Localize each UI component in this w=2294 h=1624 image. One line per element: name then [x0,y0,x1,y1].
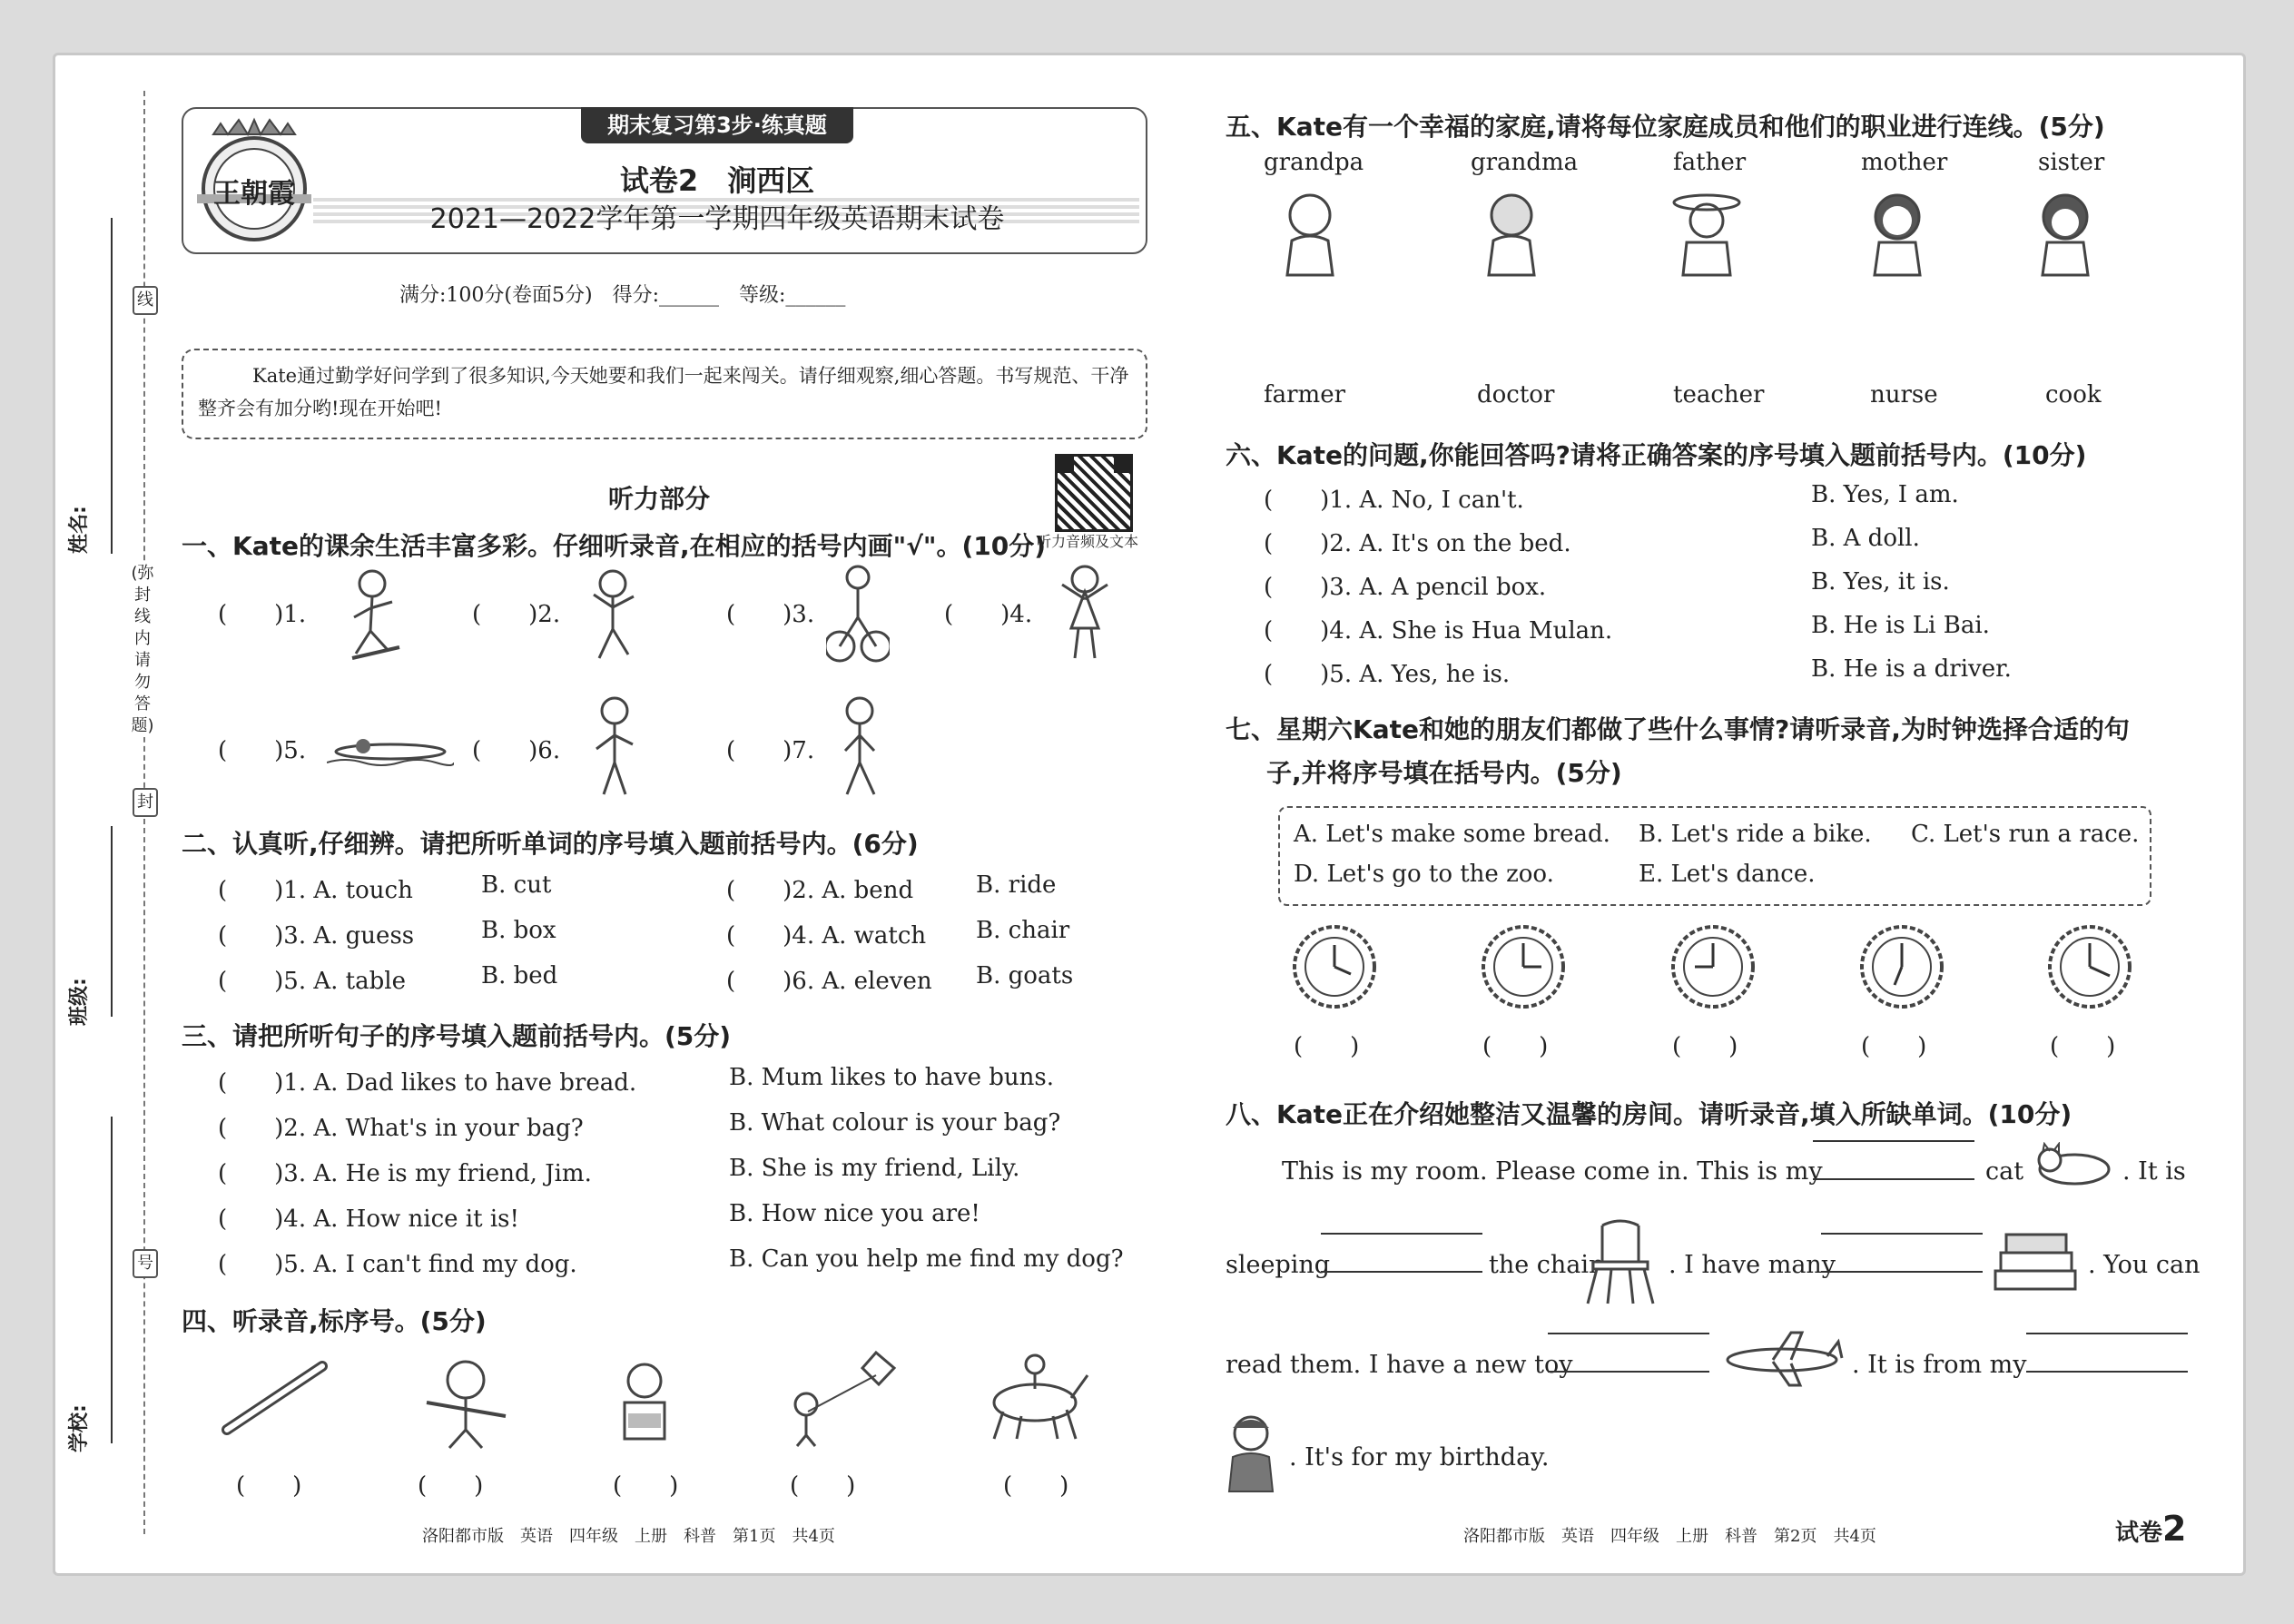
q5-member-grandma[interactable]: grandma [1471,149,1579,176]
q8-text-4: . It's for my birthday. [1289,1443,1550,1471]
binding-notice: (弥封线内请勿答题) [131,564,154,735]
q8-text-1b: cat [1985,1157,2024,1186]
qr-label: 听力音频及文本 [1037,533,1139,550]
q4-blank-4[interactable]: ( ) [790,1472,856,1500]
q8-title: 八、Kate正在介绍她整洁又温馨的房间。请听录音,填入所缺单词。(10分) [1226,1099,2072,1129]
logo-text: 王朝霞 [213,178,295,210]
q8-blank-5[interactable] [2026,1333,2188,1373]
q2-row-1-a[interactable]: ( )1. A. touch [218,877,413,904]
q6-row-2-a[interactable]: ( )2. A. It's on the bed. [1264,530,1571,557]
q5-job-farmer[interactable]: farmer [1264,381,1346,408]
footer-left: 洛阳都市版 英语 四年级 上册 科普 第1页 共4页 [422,1527,835,1546]
q8-text-3a: read them. I have a new toy [1226,1351,1573,1379]
q8-text-3b: . It is from my [1852,1351,2027,1379]
q8-text-2d: . You can [2088,1251,2200,1279]
q8-text-2a: sleeping [1226,1251,1331,1279]
q1-item-5[interactable]: ( )5. [218,737,307,764]
badge-number: 2 [2162,1509,2187,1549]
name-field[interactable] [111,218,113,554]
footer-badge [2115,1509,2186,1549]
q4-blank-3[interactable]: ( ) [613,1472,679,1500]
q5-member-father[interactable]: father [1673,149,1747,176]
q6-row-4-a[interactable]: ( )4. A. She is Hua Mulan. [1264,617,1613,645]
q3-row-2-b: B. What colour is your bag? [729,1109,1061,1137]
q8-text-2b: the chair [1489,1251,1600,1279]
q7-option-e: E. Let's dance. [1639,861,1816,888]
q1-item-1[interactable]: ( )1. [218,601,307,628]
q1-item-3[interactable]: ( )3. [726,601,815,628]
father-portrait-icon [1224,1412,1278,1493]
class-field[interactable] [111,826,113,1017]
school-label: 学校: [68,1404,91,1452]
q5-member-grandpa[interactable]: grandpa [1264,149,1364,176]
q7-blank-5[interactable]: ( ) [2050,1033,2116,1060]
score-line: 满分:100分(卷面5分) 得分:______ 等级:______ [399,284,846,307]
intro-text: Kate通过勤学好问学到了很多知识,今天她要和我们一起来闯关。请仔细观察,细心答题。书写规范、干净整齐会有加分哟!现在开始吧! [198,365,1129,419]
q6-title: 六、Kate的问题,你能回答吗?请将正确答案的序号填入题前括号内。(10分) [1226,440,2087,470]
q1-item-7[interactable]: ( )7. [726,737,815,764]
q7-blank-3[interactable]: ( ) [1672,1033,1738,1060]
q3-row-2-a[interactable]: ( )2. A. What's in your bag? [218,1115,584,1142]
clock-icon [1856,921,1947,1012]
q3-row-3-a[interactable]: ( )3. A. He is my friend, Jim. [218,1160,592,1187]
q2-row-3-b: B. box [481,917,556,944]
q1-item-6[interactable]: ( )6. [472,737,561,764]
skateboard-girl-icon [345,567,409,667]
school-field[interactable] [111,1117,113,1443]
sister-icon [2033,186,2097,277]
q6-row-3-b: B. Yes, it is. [1811,568,1950,595]
q6-row-2-b: B. A doll. [1811,525,1920,552]
flute-icon [218,1357,331,1439]
q8-blank-4[interactable] [1548,1333,1709,1373]
jumping-girl-icon [581,567,645,667]
q1-title: 一、Kate的课余生活丰富多彩。仔细听录音,在相应的括号内画"√"。(10分) [182,531,1047,561]
horse-riding-icon [971,1348,1094,1443]
q1-item-4[interactable]: ( )4. [944,601,1033,628]
q5-job-teacher[interactable]: teacher [1673,381,1765,408]
chair-icon [1575,1216,1666,1307]
q5-member-mother[interactable]: mother [1861,149,1948,176]
father-icon [1670,186,1743,277]
q6-row-3-a[interactable]: ( )3. A. A pencil box. [1264,574,1547,601]
step-banner: 期末复习第3步·练真题 [581,107,853,143]
q8-blank-1[interactable] [1813,1140,1974,1180]
exam-title: 2021—2022学年第一学期四年级英语期末试卷 [429,203,1005,235]
listening-title: 听力部分 [608,484,711,514]
q4-blank-2[interactable]: ( ) [418,1472,484,1500]
q7-blank-4[interactable]: ( ) [1861,1033,1927,1060]
clock-icon [2044,921,2135,1012]
singing-girl-icon [586,694,645,799]
q3-row-4-b: B. How nice you are! [729,1200,980,1227]
q7-title-line1: 七、星期六Kate和她的朋友们都做了些什么事情?请听录音,为时钟选择合适的句 [1226,714,2130,744]
monkey-king-icon [422,1353,508,1452]
q2-title: 二、认真听,仔细辨。请把所听单词的序号填入题前括号内。(6分) [182,829,919,859]
q7-blank-1[interactable]: ( ) [1294,1033,1360,1060]
q5-job-cook[interactable]: cook [2045,381,2102,408]
mother-icon [1866,186,1929,277]
q6-row-1-b: B. Yes, I am. [1811,481,1959,508]
running-girl-icon [831,694,890,799]
q7-option-a: A. Let's make some bread. [1294,821,1610,848]
q3-row-4-a[interactable]: ( )4. A. How nice it is! [218,1206,519,1233]
q6-row-5-a[interactable]: ( )5. A. Yes, he is. [1264,661,1511,688]
q6-row-5-b: B. He is a driver. [1811,655,2012,683]
q2-row-2-b: B. ride [976,871,1057,899]
q1-item-2[interactable]: ( )2. [472,601,561,628]
clock-icon [1668,921,1758,1012]
clock-icon [1289,921,1380,1012]
q5-job-doctor[interactable]: doctor [1477,381,1555,408]
kite-boy-icon [781,1348,899,1448]
binding-hao: 号 [133,1249,158,1278]
q3-row-5-b: B. Can you help me find my dog? [729,1245,1124,1273]
swimming-icon [327,726,454,772]
dancing-girl-icon [1053,563,1117,667]
q3-row-5-a[interactable]: ( )5. A. I can't find my dog. [218,1251,577,1278]
q6-row-4-b: B. He is Li Bai. [1811,612,1990,639]
books-icon [1988,1225,2083,1298]
q3-title: 三、请把所听句子的序号填入题前括号内。(5分) [182,1021,732,1051]
sleeping-cat-icon [2033,1142,2115,1187]
qr-code[interactable] [1055,454,1133,532]
q3-row-1-a[interactable]: ( )1. A. Dad likes to have bread. [218,1069,637,1097]
q5-job-nurse[interactable]: nurse [1870,381,1938,408]
q3-row-3-b: B. She is my friend, Lily. [729,1155,1020,1182]
q7-option-b: B. Let's ride a bike. [1639,821,1872,848]
logo-badge [195,116,313,243]
q8-blank-2[interactable] [1321,1233,1482,1273]
q3-row-1-b: B. Mum likes to have buns. [729,1064,1054,1091]
q2-row-5-a[interactable]: ( )5. A. table [218,968,406,995]
q2-row-5-b: B. bed [481,962,558,989]
q7-option-c: C. Let's run a race. [1911,821,2140,848]
grandma-icon [1480,186,1543,277]
q4-title: 四、听录音,标序号。(5分) [182,1306,487,1336]
q8-text-1a: This is my room. Please come in. This is my [1282,1157,1823,1186]
q7-option-d: D. Let's go to the zoo. [1294,861,1554,888]
toy-plane-icon [1718,1325,1846,1389]
class-label: 班级: [68,978,91,1026]
name-label: 姓名: [68,506,91,554]
footer-right: 洛阳都市版 英语 四年级 上册 科普 第2页 共4页 [1463,1527,1876,1546]
binding-feng: 封 [133,788,158,817]
binding-xian: 线 [133,286,158,315]
reading-boy-icon [608,1357,681,1452]
q2-row-2-a[interactable]: ( )2. A. bend [726,877,914,904]
q5-title: 五、Kate有一个幸福的家庭,请将每位家庭成员和他们的职业进行连线。(5分) [1226,112,2105,142]
grandpa-icon [1278,186,1342,277]
q4-blank-5[interactable]: ( ) [1003,1472,1069,1500]
q4-blank-1[interactable]: ( ) [236,1472,302,1500]
q2-row-1-b: B. cut [481,871,552,899]
binding-strip [54,54,163,1561]
cycling-girl-icon [826,563,890,667]
q2-row-6-b: B. goats [976,962,1074,989]
q7-title-line2: 子,并将序号填在括号内。(5分) [1266,758,1622,788]
q2-row-6-a[interactable]: ( )6. A. eleven [726,968,932,995]
q2-row-4-b: B. chair [976,917,1070,944]
q2-row-3-a[interactable]: ( )3. A. guess [218,922,415,950]
q8-text-1c: . It is [2122,1157,2186,1186]
q8-text-2c: . I have many [1669,1251,1836,1279]
badge-prefix: 试卷 [2115,1520,2163,1547]
q2-row-4-a[interactable]: ( )4. A. watch [726,922,927,950]
q8-blank-3[interactable] [1821,1233,1983,1273]
q6-row-1-a[interactable]: ( )1. A. No, I can't. [1264,487,1524,514]
paper-title: 试卷2 涧西区 [619,163,815,198]
clock-icon [1478,921,1569,1012]
q5-member-sister[interactable]: sister [2038,149,2105,176]
q7-blank-2[interactable]: ( ) [1482,1033,1549,1060]
